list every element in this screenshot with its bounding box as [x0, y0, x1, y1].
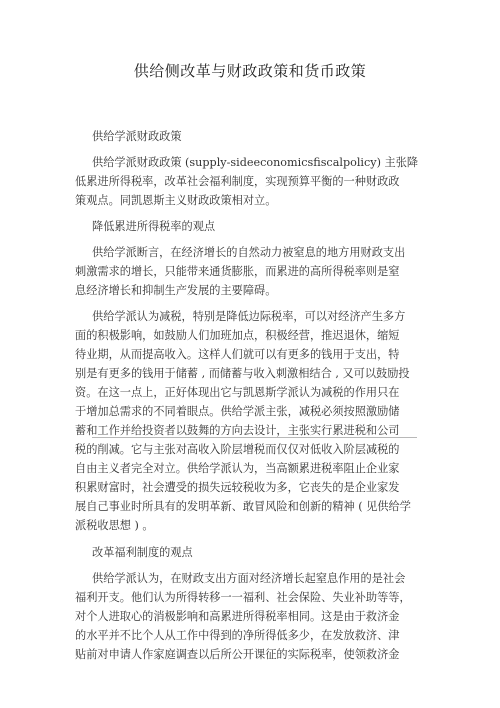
- section-heading-supply-side-fiscal-policy: 供给学派财政政策: [92, 130, 182, 143]
- paragraph-line: 策观点。同凯恩斯主义财政政策相对立。: [75, 194, 277, 207]
- section-heading-welfare-reform: 改革福利制度的观点: [92, 546, 193, 559]
- paragraph-line: 贴前对申请人作家庭调查以后所公开课征的实际税率，使领救济金: [75, 648, 400, 661]
- paragraph-line: 刺激需求的增长，只能带来通货膨胀，而累进的高所得税率则是窒: [75, 265, 400, 278]
- paragraph-line: 对个人进取心的消极影响和高累进所得税率相同。这是由于救济金: [75, 610, 400, 623]
- paragraph-line: 别是有更多的钱用于储蓄 , 而储蓄与收入刺激相结合 , 又可以鼓励投: [75, 367, 410, 380]
- section-heading-lower-progressive-tax: 降低累进所得税率的观点: [92, 220, 216, 233]
- paragraph-line: 积累财富时，社会遭受的损失远较税收为多，它丧失的是企业家发: [75, 481, 400, 494]
- paragraph-line: 供给学派认为减税，特别是降低边际税率，可以对经济产生多方: [92, 310, 406, 323]
- paragraph-line: 供给学派断言，在经济增长的自然动力被窒息的地方用财政支出: [92, 246, 406, 259]
- paragraph-line: 于增加总需求的不同着眼点。供给学派主张，减税必须按照激励储: [75, 405, 400, 418]
- paragraph-line: 蓄和工作并给投资者以鼓舞的方向去设计，主张实行累进税和公司: [75, 424, 400, 437]
- paragraph-line: 福利开支。他们认为所得转移一一福利、社会保险、失业补助等等，: [75, 591, 411, 604]
- paragraph-line: 待业期，从而提高收入。这样人们就可以有更多的钱用于支出，特: [75, 348, 400, 361]
- paragraph-line: 息经济增长和抑制生产发展的主要障碍。: [75, 284, 277, 297]
- document-title: 供给侧改革与财政政策和货币政策: [133, 62, 367, 80]
- paragraph-line: 的水平并不比个人从工作中得到的净所得低多少，在发放救济、津: [75, 629, 400, 642]
- paragraph-line: 资。在这一点上，正好体现出它与凯恩斯学派认为减税的作用只在: [75, 386, 400, 399]
- paragraph-line: 供给学派认为，在财政支出方面对经济增长起窒息作用的是社会: [92, 572, 406, 585]
- paragraph-line: 低累进所得税率，改革社会福利制度，实现预算平衡的一种财政政: [75, 175, 400, 188]
- paragraph-line: 展自己事业时所具有的发明革新、敢冒风险和创新的精神 ( 见供给学: [75, 500, 411, 513]
- paragraph-line: 自由主义者完全对立。供给学派认为，当高额累进税率阻止企业家: [75, 462, 400, 475]
- paragraph-line: 面的积极影响，如鼓励人们加班加点，积极经营，推迟退休，缩短: [75, 329, 400, 342]
- paragraph-line: 税的削减。它与主张对高收入阶层增税而仅仅对低收入阶层减税的: [75, 443, 400, 456]
- paragraph-line: 供给学派财政政策 (supply-sideeconomicsfiscalpolicy) 主张降: [92, 156, 419, 169]
- paragraph-line: 派税收思想 ) 。: [75, 519, 154, 532]
